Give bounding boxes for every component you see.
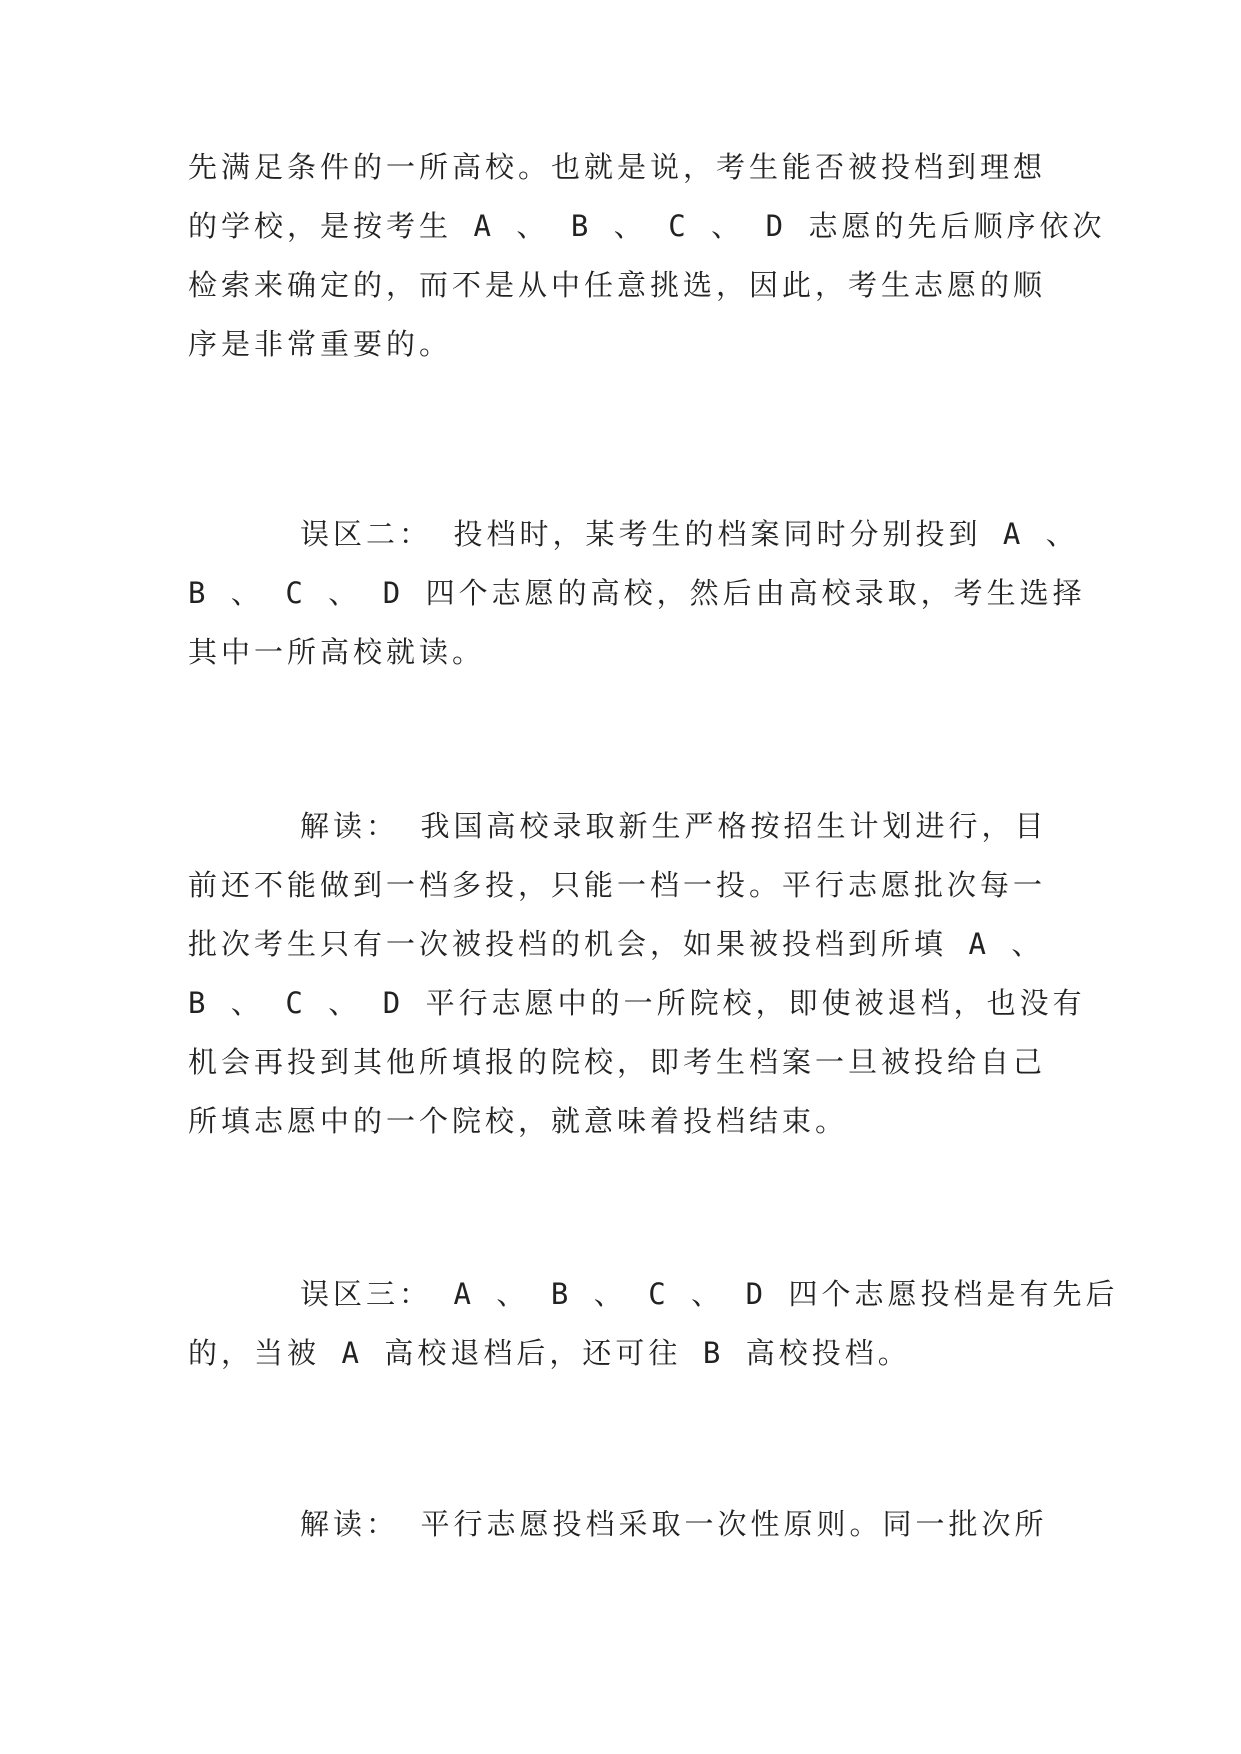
text-line: B 、 C 、 D 平行志愿中的一所院校，即使被退档，也没有 bbox=[188, 986, 1086, 1020]
paragraph-1 bbox=[188, 138, 1106, 374]
paragraph-interpretation-3 bbox=[188, 1495, 1068, 1554]
text-line: 解读： 平行志愿投档采取一次性原则。同一批次所 bbox=[300, 1507, 1048, 1541]
text-line: 序是非常重要的。 bbox=[188, 327, 453, 361]
paragraph-interpretation-2 bbox=[188, 797, 1086, 1151]
text-line: 先满足条件的一所高校。也就是说，考生能否被投档到理想 bbox=[188, 150, 1047, 184]
text-line: 批次考生只有一次被投档的机会，如果被投档到所填 A 、 bbox=[188, 927, 1045, 961]
text-line: 误区三： A 、 B 、 C 、 D 四个志愿投档是有先后 bbox=[300, 1277, 1119, 1311]
text-line: 其中一所高校就读。 bbox=[188, 635, 486, 669]
text-line: 机会再投到其他所填报的院校，即考生档案一旦被投给自己 bbox=[188, 1045, 1047, 1079]
text-line: 所填志愿中的一个院校，就意味着投档结束。 bbox=[188, 1104, 849, 1138]
text-line: 解读： 我国高校录取新生严格按招生计划进行，目 bbox=[300, 809, 1048, 843]
text-line: B 、 C 、 D 四个志愿的高校，然后由高校录取，考生选择 bbox=[188, 576, 1086, 610]
text-line: 前还不能做到一档多投，只能一档一投。平行志愿批次每一 bbox=[188, 868, 1047, 902]
text-line: 的，当被 A 高校退档后，还可往 B 高校投档。 bbox=[188, 1336, 911, 1370]
paragraph-misconception-3 bbox=[188, 1265, 1119, 1383]
text-line: 检索来确定的，而不是从中任意挑选，因此，考生志愿的顺 bbox=[188, 268, 1047, 302]
text-line: 的学校，是按考生 A 、 B 、 C 、 D 志愿的先后顺序依次 bbox=[188, 209, 1106, 243]
text-line: 误区二： 投档时，某考生的档案同时分别投到 A 、 bbox=[300, 517, 1079, 551]
paragraph-misconception-2 bbox=[188, 505, 1086, 682]
